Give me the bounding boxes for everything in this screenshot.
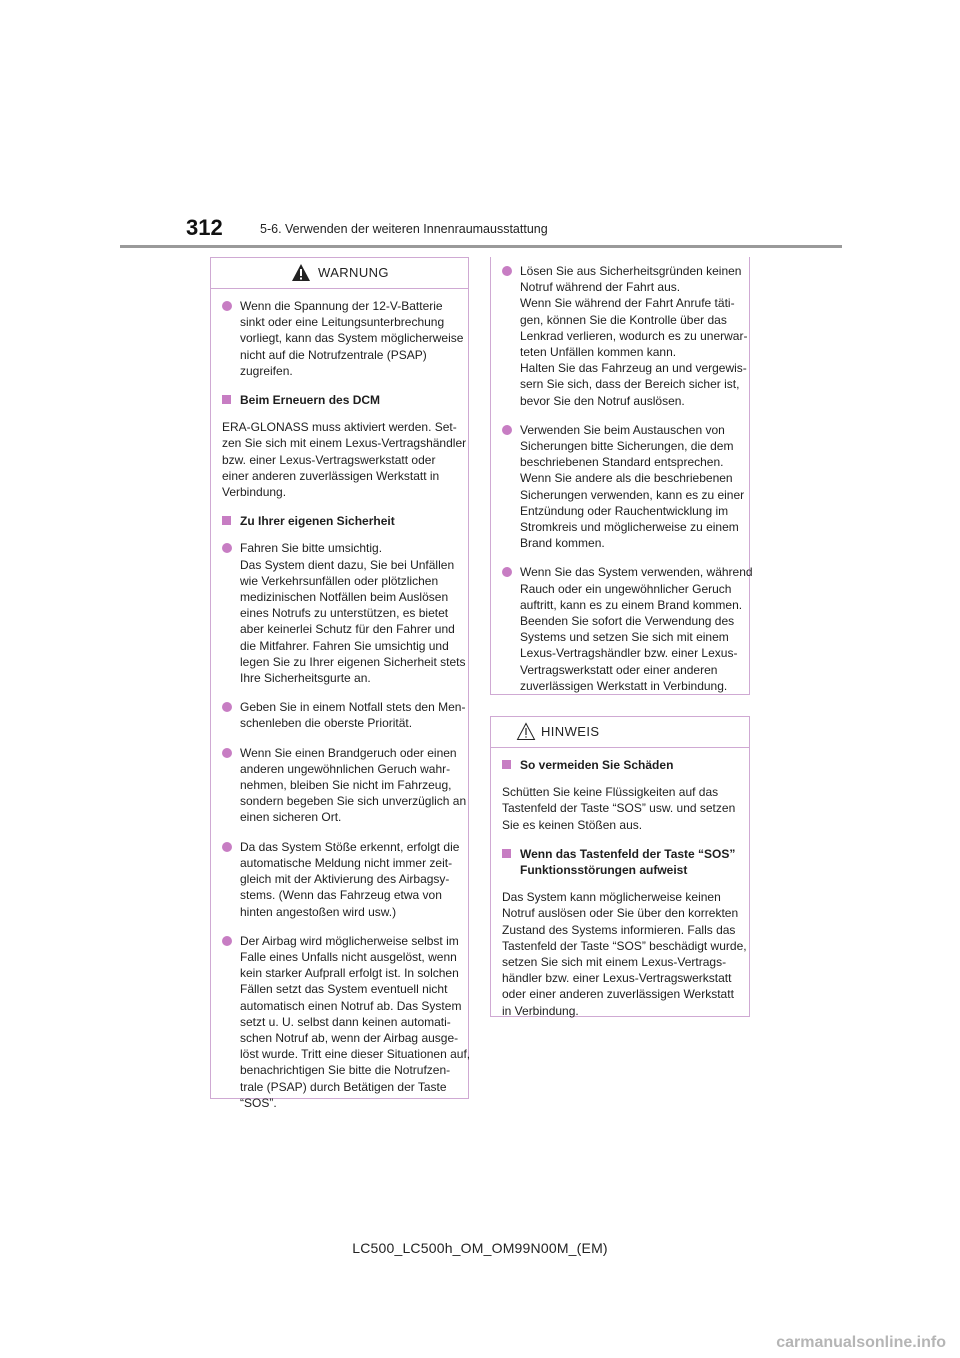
text-line: vorliegt, kann das System möglicherweise — [240, 331, 464, 346]
bullet-item — [222, 933, 471, 1111]
text-line: Notruf auslösen oder Sie über den korrekten — [502, 906, 739, 921]
text-line: nicht auf die Notrufzentrale (PSAP) — [240, 347, 427, 362]
page-header — [120, 214, 842, 248]
text-line: in Verbindung. — [502, 1003, 579, 1018]
text-line: Sicherungen bitte Sicherungen, die dem — [520, 439, 734, 454]
text-line: Ihre Sicherheitsgurte an. — [240, 671, 371, 686]
text-line: Wenn die Spannung der 12-V-Batterie — [240, 299, 443, 313]
text-line: Fällen setzt das System eventuell nicht — [240, 982, 448, 997]
text-line: auftritt, kann es zu einem Brand kommen. — [520, 597, 743, 612]
text-line: Wenn Sie andere als die beschriebenen — [520, 471, 733, 486]
text-line: teten Unfällen kommen kann. — [520, 345, 677, 360]
page-number: 312 — [186, 215, 223, 240]
text-line: wie Verkehrsunfällen oder plötzlichen — [240, 573, 439, 588]
bullet-dot-icon — [222, 301, 232, 311]
text-line: Wenn Sie während der Fahrt Anrufe täti- — [520, 296, 735, 311]
subheading — [502, 757, 738, 773]
text-line: die Mitfahrer. Fahren Sie umsichtig und — [240, 638, 449, 653]
text-line: sinkt oder eine Leitungsunterbrechung — [240, 315, 445, 330]
text-line: automatische Meldung nicht immer zeit- — [240, 855, 453, 870]
subheading — [222, 513, 457, 529]
text-line: eines Notrufs zu unterstützen, es bietet — [240, 606, 449, 621]
bullet-item — [222, 745, 467, 826]
text-line: gleich mit der Aktivierung des Airbagsy- — [240, 872, 450, 887]
text-line: So vermeiden Sie Schäden — [520, 758, 674, 772]
text-line: Rauch oder ein ungewöhnlicher Geruch — [520, 581, 732, 596]
section-title: 5-6. Verwenden der weiteren Innenraumausstattung — [260, 222, 548, 236]
notice-box — [490, 716, 750, 1017]
bullet-dot-icon — [222, 543, 232, 553]
text-line: legen Sie zu Ihrer eigenen Sicherheit stets — [240, 654, 466, 669]
text-line: Fahren Sie bitte umsichtig. — [240, 541, 383, 556]
watermark: carmanualsonline.info — [776, 1334, 946, 1351]
text-line: Notruf während der Fahrt aus. — [520, 280, 681, 295]
text-line: Zu Ihrer eigenen Sicherheit — [240, 514, 395, 529]
text-line: Wenn Sie einen Brandgeruch oder einen — [240, 745, 457, 760]
text-line: sondern begeben Sie sich unverzüglich an — [240, 794, 467, 809]
text-line: Tastenfeld der Taste “SOS” beschädigt wurde, — [502, 938, 747, 953]
bullet-dot-icon — [502, 425, 512, 435]
bullet-dot-icon — [502, 266, 512, 276]
bullet-item — [502, 263, 748, 409]
text-line: zugreifen. — [240, 363, 293, 378]
bullet-dot-icon — [222, 842, 232, 852]
text-line: Lösen Sie aus Sicherheitsgründen keinen — [520, 264, 742, 278]
bullet-dot-icon — [222, 936, 232, 946]
text-line: bevor Sie den Notruf auslösen. — [520, 393, 685, 408]
text-line: Wenn Sie das System verwenden, während — [520, 565, 753, 580]
notice-header — [491, 717, 749, 748]
text-line: Das System kann möglicherweise keinen — [502, 890, 721, 905]
text-line: setzt u. U. selbst dann keinen automati- — [240, 1014, 451, 1029]
text-line: zuverlässigen Werkstatt in Verbindung. — [520, 678, 728, 693]
text-line: löst wurde. Tritt eine dieser Situationen auf, — [240, 1047, 471, 1062]
text-line: zen Sie sich mit einem Lexus-Vertragshändler — [222, 436, 467, 451]
text-line: Geben Sie in einem Notfall stets den Men- — [240, 700, 466, 715]
subheading — [222, 392, 457, 408]
bullet-item — [222, 699, 466, 731]
warning-content — [211, 289, 471, 1111]
text-line: Halten Sie das Fahrzeug an und vergewis- — [520, 361, 747, 376]
warning-box — [210, 257, 471, 1110]
text-line: Tastenfeld der Taste “SOS” usw. und setzen — [502, 801, 736, 816]
text-line: bzw. einer Lexus-Vertragswerkstatt oder — [222, 452, 436, 467]
text-line: Lenkrad verlieren, wodurch es zu unerwar- — [520, 328, 748, 343]
bullet-item — [222, 839, 460, 920]
text-line: einer anderen zuverlässigen Werkstatt in — [222, 468, 440, 483]
text-line: trale (PSAP) durch Betätigen der Taste — [240, 1079, 447, 1094]
text-line: “SOS”. — [240, 1095, 277, 1110]
text-line: schen Notruf ab, wenn der Airbag ausge- — [240, 1030, 459, 1045]
text-line: Brand kommen. — [520, 536, 605, 551]
square-bullet-icon — [222, 395, 231, 404]
text-line: Wenn das Tastenfeld der Taste “SOS” — [520, 846, 736, 861]
text-line: Vertragswerkstatt oder einer anderen — [520, 662, 718, 677]
text-line: benachrichtigen Sie bitte die Notrufzen- — [240, 1063, 451, 1078]
warning-title: WARNUNG — [318, 265, 389, 280]
notice-title: HINWEIS — [541, 724, 600, 739]
text-line: Systems und setzen Sie sich mit einem — [520, 630, 729, 645]
text-line: einen sicheren Ort. — [240, 810, 342, 825]
text-line: Falle eines Unfalls nicht ausgelöst, wenn — [240, 949, 457, 964]
text-line: Lexus-Vertragshändler bzw. einer Lexus- — [520, 646, 738, 661]
bullet-item — [222, 540, 466, 686]
text-line: Entzündung oder Rauchentwicklung im — [520, 503, 729, 518]
square-bullet-icon — [502, 760, 511, 769]
bullet-dot-icon — [502, 567, 512, 577]
text-line: Das System dient dazu, Sie bei Unfällen — [240, 557, 455, 572]
text-line: Funktionsstörungen aufweist — [520, 863, 688, 878]
text-line: anderen ungewöhnlichen Geruch wahr- — [240, 761, 451, 776]
square-bullet-icon — [222, 516, 231, 525]
text-line: hinten angestoßen wird usw.) — [240, 904, 397, 919]
text-line: nehmen, bleiben Sie nicht im Fahrzeug, — [240, 778, 452, 793]
text-line: sern Sie sich, dass der Bereich sicher ist, — [520, 377, 740, 392]
text-line: aber keinerlei Schutz für den Fahrer und — [240, 622, 455, 637]
text-line: Schütten Sie keine Flüssigkeiten auf das — [502, 785, 719, 800]
text-line: Sicherungen verwenden, kann es zu einer — [520, 487, 745, 502]
warning-box-continued — [490, 257, 753, 695]
text-line: schenleben die oberste Priorität. — [240, 716, 413, 731]
subheading — [502, 846, 738, 878]
text-line: Der Airbag wird möglicherweise selbst im — [240, 933, 459, 948]
text-line: Stromkreis und möglicherweise zu einem — [520, 520, 739, 535]
square-bullet-icon — [502, 849, 511, 858]
text-line: Verbindung. — [222, 485, 287, 500]
notice-content — [491, 748, 749, 1019]
paragraph — [502, 784, 738, 833]
text-line: händler bzw. einer Lexus-Vertragswerkstatt — [502, 971, 732, 986]
bullet-dot-icon — [222, 748, 232, 758]
text-line: ERA-GLONASS muss aktiviert werden. Set- — [222, 420, 457, 435]
warning-header — [211, 258, 468, 289]
text-line: medizinischen Notfällen beim Auslösen — [240, 590, 449, 605]
bullet-item — [502, 564, 753, 694]
text-line: kein starker Aufprall erfolgt ist. In solchen — [240, 966, 459, 981]
text-line: oder einer anderen zuverlässigen Werkstatt — [502, 987, 734, 1002]
paragraph — [222, 419, 467, 500]
text-line: Verwenden Sie beim Austauschen von — [520, 422, 725, 437]
text-line: beschriebenen Standard entsprechen. — [520, 455, 724, 470]
document-code: LC500_LC500h_OM_OM99N00M_(EM) — [352, 1240, 608, 1256]
text-line: automatisch einen Notruf ab. Das System — [240, 998, 462, 1013]
paragraph — [502, 889, 747, 1019]
text-line: setzen Sie sich mit einem Lexus-Vertrags- — [502, 955, 727, 970]
text-line: Sie es keinen Stößen aus. — [502, 817, 643, 832]
text-line: Beim Erneuern des DCM — [240, 393, 381, 408]
text-line: stems. (Wenn das Fahrzeug etwa von — [240, 888, 442, 903]
caution-triangle-icon — [516, 722, 536, 741]
bullet-dot-icon — [222, 702, 232, 712]
bullet-item — [222, 298, 464, 379]
bullet-item — [502, 422, 745, 552]
warning-continued-content — [491, 257, 753, 694]
text-line: Zustand des Systems informieren. Falls das — [502, 922, 736, 937]
text-line: Da das System Stöße erkennt, erfolgt die — [240, 839, 460, 854]
text-line: gen, können Sie die Kontrolle über das — [520, 312, 727, 327]
warning-triangle-icon — [291, 263, 311, 282]
text-line: Beenden Sie sofort die Verwendung des — [520, 614, 735, 629]
